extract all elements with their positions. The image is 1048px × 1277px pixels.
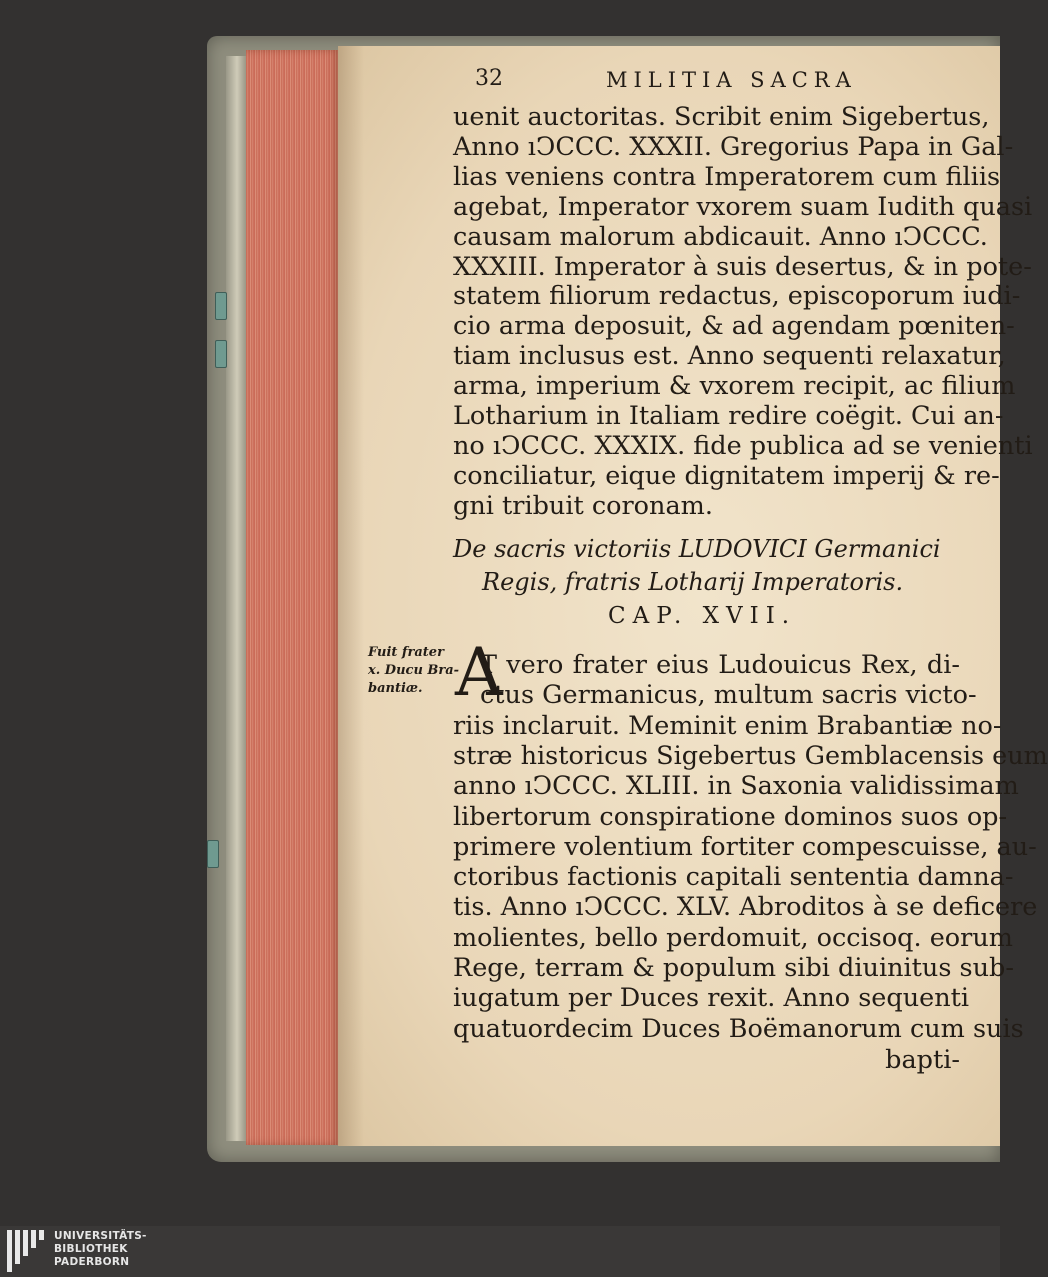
library-name-line-1: UNIVERSITÄTS- — [54, 1230, 147, 1242]
text-line: agebat, Imperator vxorem suam Iudith quasi — [453, 191, 1033, 222]
text-line: riis inclaruit. Meminit enim Brabantiæ no- — [453, 710, 1002, 741]
book-binding — [226, 56, 248, 1141]
text-line: statem filiorum redactus, episcoporum iudi- — [453, 281, 1021, 312]
chapter-heading: CAP. XVII. — [608, 603, 797, 629]
library-name-line-3: PADERBORN — [54, 1256, 130, 1268]
catchword: bapti- — [885, 1045, 960, 1075]
text-line: uenit auctoritas. Scribit enim Sigebertus, — [453, 102, 990, 132]
clasp-top — [215, 292, 227, 320]
text-line: conciliatur, eique dignitatem imperij & re- — [453, 460, 1000, 491]
marginal-note-line-3: bantiæ. — [368, 681, 423, 696]
text-line: anno ıↃCCC. XLIII. in Saxonia validissimam — [453, 771, 1019, 802]
section-heading-line-2: Regis, fratris Lotharij Imperatoris. — [482, 568, 904, 596]
text-line: ctus Germanicus, multum sacris victo- — [480, 680, 977, 711]
text-line: tiam inclusus est. Anno sequenti relaxatur, — [453, 341, 1006, 372]
text-line: cio arma deposuit, & ad agendam pœniten- — [453, 311, 1015, 342]
text-line: molientes, bello perdomuit, occisoq. eorum — [453, 922, 1013, 953]
text-line: XXXIII. Imperator à suis desertus, & in pote- — [453, 251, 1032, 282]
running-title: MILITIA SACRA — [606, 68, 857, 92]
clasp-bottom — [207, 840, 219, 868]
library-logo-icon — [7, 1230, 47, 1272]
text-line: no ıↃCCC. XXXIX. fide publica ad se venienti — [453, 430, 1033, 461]
text-line: iugatum per Duces rexit. Anno sequenti — [453, 983, 970, 1014]
text-line: libertorum conspiratione dominos suos op- — [453, 801, 1008, 832]
drop-cap: A — [455, 634, 503, 711]
section-heading-line-1: De sacris victoriis LUDOVICI Germanici — [453, 535, 941, 563]
text-line: Lotharium in Italiam redire coëgit. Cui an- — [453, 401, 1004, 431]
text-line: gni tribuit coronam. — [453, 490, 713, 521]
text-line: Anno ıↃCCC. XXXII. Gregorius Papa in Gal- — [453, 131, 1014, 162]
text-line: Rege, terram & populum sibi diuinitus sub- — [453, 953, 1014, 983]
library-name-line-2: BIBLIOTHEK — [54, 1243, 128, 1255]
text-line: primere volentium fortiter compescuisse, au- — [453, 831, 1037, 862]
marginal-note-line-1: Fuit frater — [368, 645, 444, 660]
text-line: arma, imperium & vxorem recipit, ac filium — [453, 371, 1016, 402]
library-name — [54, 1230, 147, 1269]
text-line: ctoribus factionis capitali sententia damna- — [453, 862, 1014, 893]
marginal-note-line-2: x. Ducu Bra- — [368, 663, 460, 678]
text-line: causam malorum abdicauit. Anno ıↃCCC. — [453, 221, 988, 252]
running-head — [338, 66, 1000, 96]
text-line: tis. Anno ıↃCCC. XLV. Abroditos à se deficere — [453, 892, 1038, 923]
text-line: stræ historicus Sigebertus Gemblacensis eum — [453, 740, 1048, 771]
footer-bar — [0, 1226, 1000, 1277]
text-line: lias veniens contra Imperatorem cum filiis — [453, 161, 1001, 192]
page-edges — [246, 50, 341, 1145]
text-line: quatuordecim Duces Boëmanorum cum suis — [453, 1013, 1024, 1044]
clasp-mid — [215, 340, 227, 368]
page-number: 32 — [475, 66, 503, 91]
text-line: T vero frater eius Ludouicus Rex, di- — [480, 650, 960, 680]
